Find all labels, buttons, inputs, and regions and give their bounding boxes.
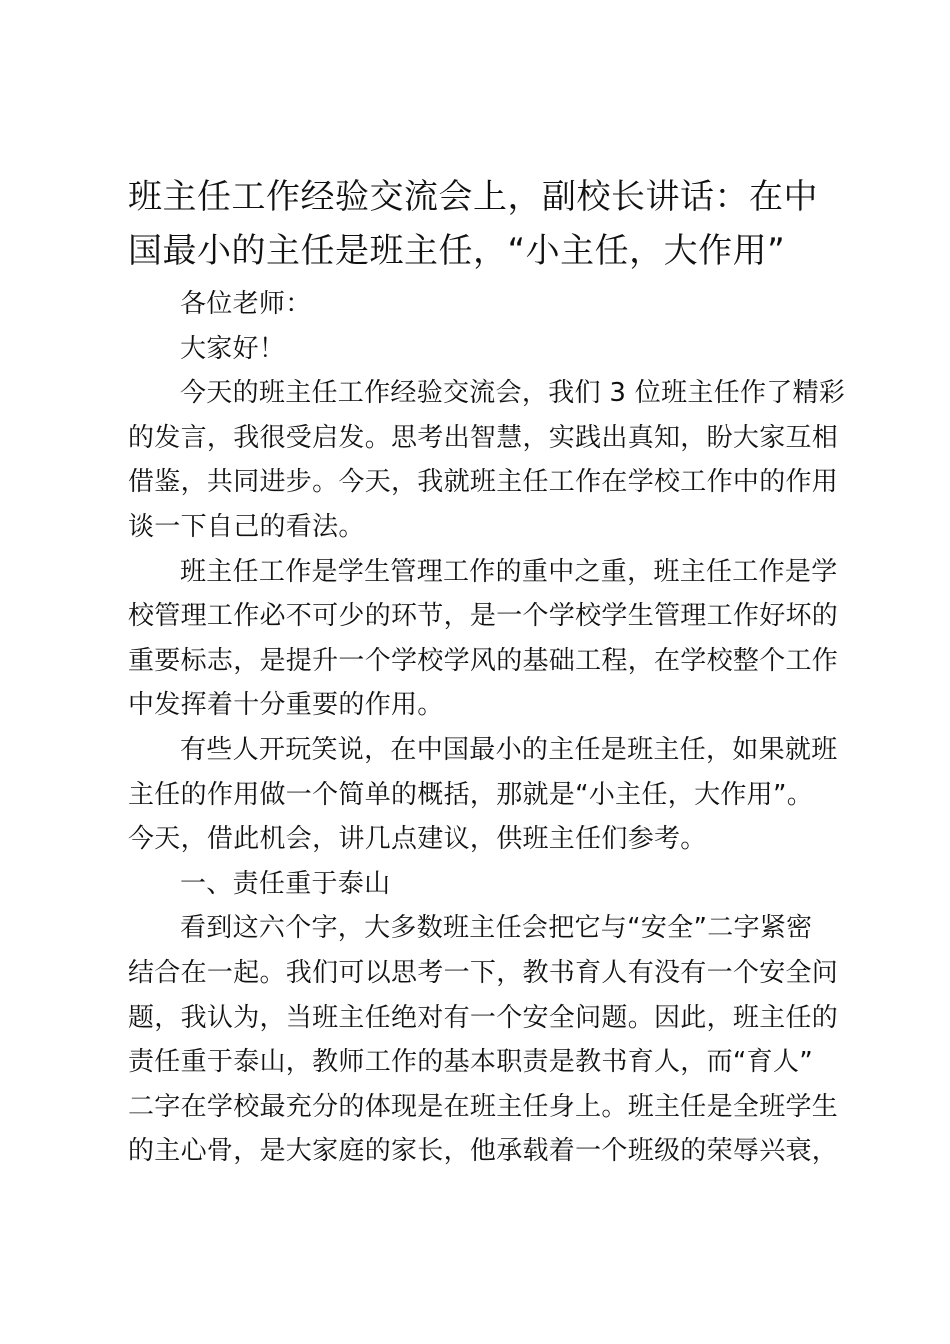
salutation	[128, 282, 832, 327]
text-line: 责任重于泰山，教师工作的基本职责是教书育人，而“育人”	[128, 1047, 814, 1078]
text-line: 主任的作用做一个简单的概括，那就是“小主任，大作用”。	[128, 779, 814, 810]
text-line: 中发挥着十分重要的作用。	[128, 690, 444, 721]
text-line: 的发言，我很受启发。思考出智慧，实践出真知，盼大家互相	[128, 422, 839, 453]
text-line: 一、责任重于泰山	[180, 868, 391, 899]
text-line: 谈一下自己的看法。	[128, 511, 365, 542]
section-heading	[128, 862, 832, 907]
greeting	[128, 327, 832, 372]
text-line: 有些人开玩笑说，在中国最小的主任是班主任，如果就班	[180, 734, 838, 765]
text-line: 的主心骨，是大家庭的家长，他承载着一个班级的荣辱兴衰，	[128, 1136, 839, 1167]
text-line: 题，我认为，当班主任绝对有一个安全问题。因此，班主任的	[128, 1002, 839, 1033]
title-line: 国最小的主任是班主任，“小主任，大作用”	[128, 231, 786, 271]
paragraph-responsibility	[128, 906, 839, 1174]
text-line: 重要标志，是提升一个学校学风的基础工程，在学校整个工作	[128, 645, 839, 676]
text-line: 今天的班主任工作经验交流会，我们 3 位班主任作了精彩	[180, 378, 846, 409]
text-line: 看到这六个字，大多数班主任会把它与“安全”二字紧密	[180, 913, 813, 944]
text-line: 大家好！	[180, 333, 286, 364]
paragraph-intro	[128, 371, 846, 549]
paragraph-importance	[128, 550, 839, 728]
text-line: 借鉴，共同进步。今天，我就班主任工作在学校工作中的作用	[128, 467, 839, 498]
text-line: 校管理工作必不可少的环节，是一个学校学生管理工作好坏的	[128, 601, 839, 632]
paragraph-summary	[128, 728, 838, 862]
document-page	[128, 170, 846, 1174]
text-line: 各位老师：	[180, 289, 312, 319]
title-line: 班主任工作经验交流会上，副校长讲话：在中	[128, 177, 818, 217]
text-line: 班主任工作是学生管理工作的重中之重，班主任工作是学	[180, 556, 838, 587]
document-title	[128, 170, 832, 278]
text-line: 今天，借此机会，讲几点建议，供班主任们参考。	[128, 824, 707, 855]
text-line: 二字在学校最充分的体现是在班主任身上。班主任是全班学生	[128, 1091, 839, 1122]
text-line: 结合在一起。我们可以思考一下，教书育人有没有一个安全问	[128, 957, 839, 988]
